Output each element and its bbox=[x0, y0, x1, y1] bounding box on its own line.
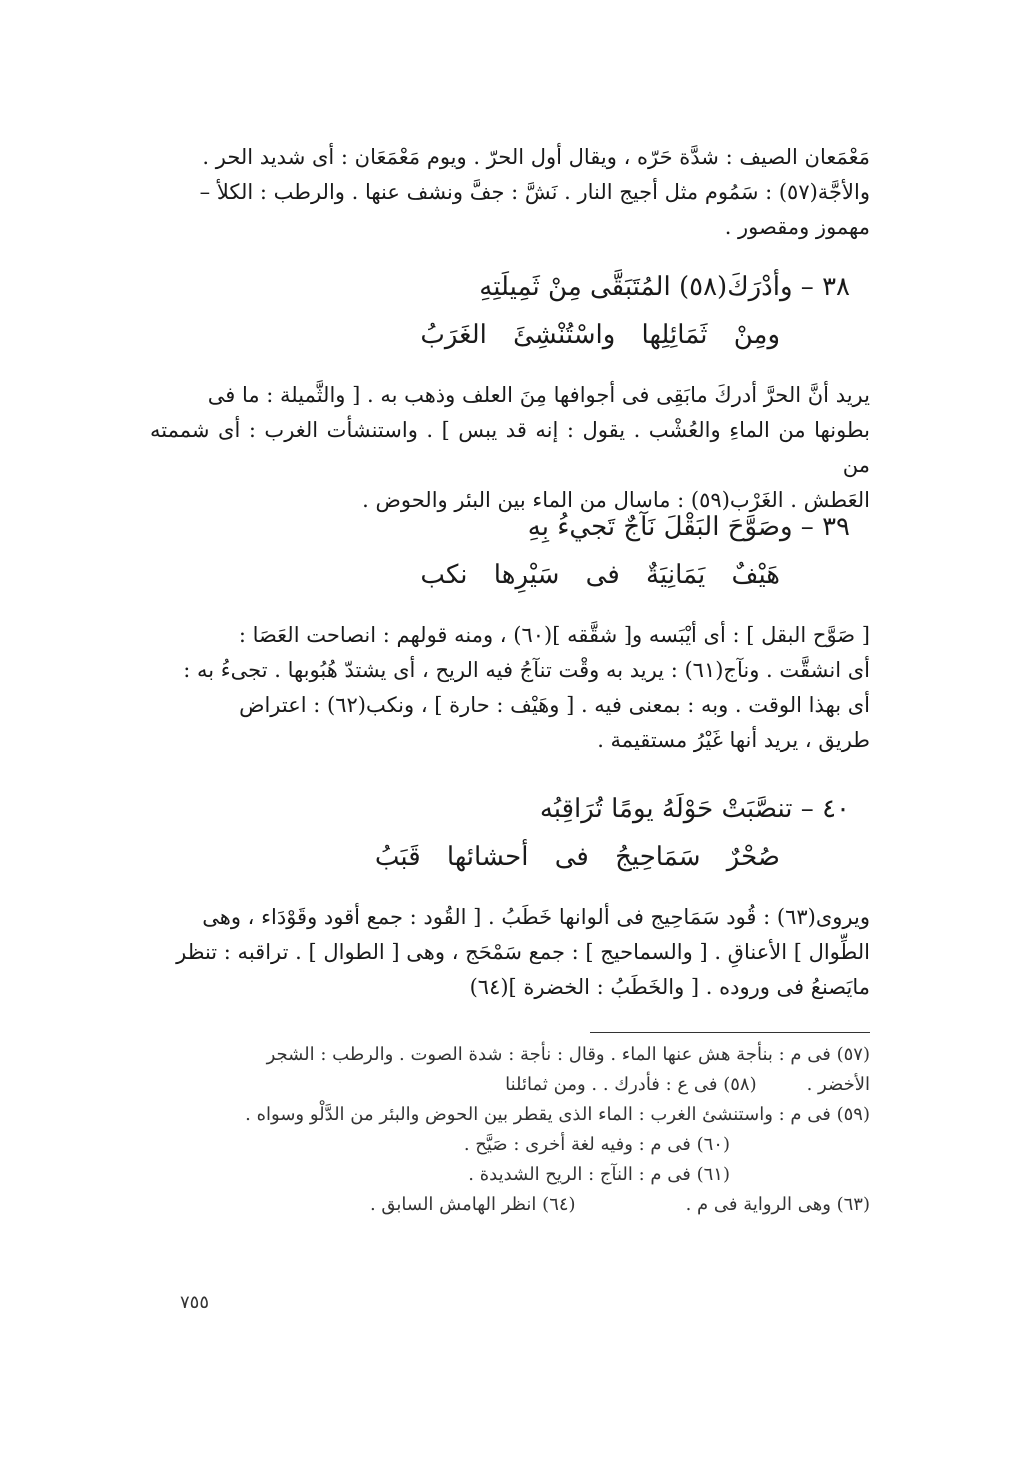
verse-39-second-hemistich: هَيْفٌ يَمَانِيَةٌ فى سَيْرِها نكب bbox=[420, 560, 780, 590]
verse-38 bbox=[150, 272, 870, 382]
verse-40 bbox=[150, 794, 870, 904]
footnotes bbox=[150, 1040, 870, 1220]
footnote-row bbox=[150, 1190, 870, 1220]
verse-38-second-hemistich: ومِنْ ثَمَائِلِها واسْتُنْشِئَ الغَرَبُ bbox=[420, 320, 780, 350]
text-line: مَعْمَعان الصيف : شدَّة حَرّه ، ويقال أول الحرّ . ويوم مَعْمَعَان : أى شديد الحر . bbox=[202, 145, 870, 169]
footnote-divider bbox=[590, 1032, 870, 1033]
footnote-58: (٥٨) فى ع : فأدرك . . ومن ثمائلنا bbox=[505, 1074, 757, 1095]
footnote-57: (٥٧) فى م : بنأجة هش عنها الماء . وقال : نأجة : شدة الصوت . والرطب : الشجر bbox=[266, 1044, 870, 1065]
text-line: طريق ، يريد أنها غَيْرُ مستقيمة . bbox=[597, 728, 870, 752]
page-number: ٧٥٥ bbox=[180, 1292, 210, 1313]
text-line: بطونها من الماءِ والعُشْب . يقول : إنه قد يبس ] . واستنشأت الغرب : أى شممته من bbox=[150, 418, 870, 477]
text-line: مايَصنعُ فى وروده . [ والخَطَبُ : الخضرة ](٦٤) bbox=[469, 975, 870, 999]
text-line: يريد أنَّ الحرَّ أدركَ مابَقِى فى أجوافها مِنَ العلف وذهب به . [ والثَّميلة : ما فى bbox=[207, 383, 870, 407]
paragraph-1 bbox=[150, 140, 870, 245]
footnote-63: (٦٣) وهى الرواية فى م . bbox=[685, 1194, 870, 1215]
paragraph-4 bbox=[150, 900, 870, 1005]
verse-39-first-hemistich: ٣٩ – وصَوَّحَ البَقْلَ نَآجٌ تَجيءُ بِهِ bbox=[527, 512, 850, 542]
text-line: العَطش . الغَرْب(٥٩) : ماسال من الماء بين البئر والحوض . bbox=[362, 488, 870, 512]
text-line: الطِّوال ] الأعناقِ . [ والسماحيج ] : جمع سَمْحَج ، وهى [ الطوال ] . تراقبه : تنظر bbox=[176, 940, 870, 964]
verse-39 bbox=[150, 512, 870, 622]
footnote-60: (٦٠) فى م : وفيه لغة أخرى : صَيَّح . bbox=[463, 1134, 730, 1155]
verse-40-first-hemistich: ٤٠ – تنصَّبَتْ حَوْلَهُ يومًا تُرَاقِبُه bbox=[539, 794, 850, 824]
footnote-61: (٦١) فى م : النآج : الريح الشديدة . bbox=[468, 1164, 730, 1185]
text-line: والأجَّة(٥٧) : سَمُوم مثل أجيج النار . نَشَّ : جفَّ ونشف عنها . والرطب : الكلأ – bbox=[199, 180, 870, 204]
text-line: أى بهذا الوقت . وبه : بمعنى فيه . [ وهَيْف : حارة ] ، ونكب(٦٢) : اعتراض bbox=[239, 693, 870, 717]
text-line: [ صَوَّح البقل ] : أى أيْبَسه و[ شقَّقه ](٦٠) ، ومنه قولهم : انصاحت العَصَا : bbox=[238, 623, 870, 647]
verse-40-second-hemistich: صُحْرٌ سَمَاحِيجُ فى أحشائها قَبَبُ bbox=[374, 842, 780, 872]
paragraph-3 bbox=[150, 618, 870, 758]
text-line: مهموز ومقصور . bbox=[724, 215, 870, 239]
verse-38-first-hemistich: ٣٨ – وأدْرَكَ(٥٨) المُتَبَقَّى مِنْ ثَمِيلَتِهِ bbox=[479, 272, 850, 302]
footnote-64: (٦٤) انظر الهامش السابق . bbox=[369, 1194, 576, 1215]
text-line: أى انشقَّت . ونآج(٦١) : يريد به وقْت تنآجُ فيه الريح ، أى يشتدّ هُبُوبها . تجىءُ به : bbox=[183, 658, 870, 682]
footnote-59: (٥٩) فى م : واستنشئ الغرب : الماء الذى يقطر بين الحوض والبئر من الدَّلْو وسواه . bbox=[245, 1104, 870, 1125]
paragraph-2 bbox=[150, 378, 870, 518]
text-line: ويروى(٦٣) : قُود سَمَاحِيج فى ألوانها خَطَبُ . [ القُود : جمع أقود وقَوْدَاء ، وهى bbox=[202, 905, 870, 929]
footnote-57-continuation: الأخضر . bbox=[806, 1074, 870, 1095]
footnote-row bbox=[150, 1070, 870, 1100]
